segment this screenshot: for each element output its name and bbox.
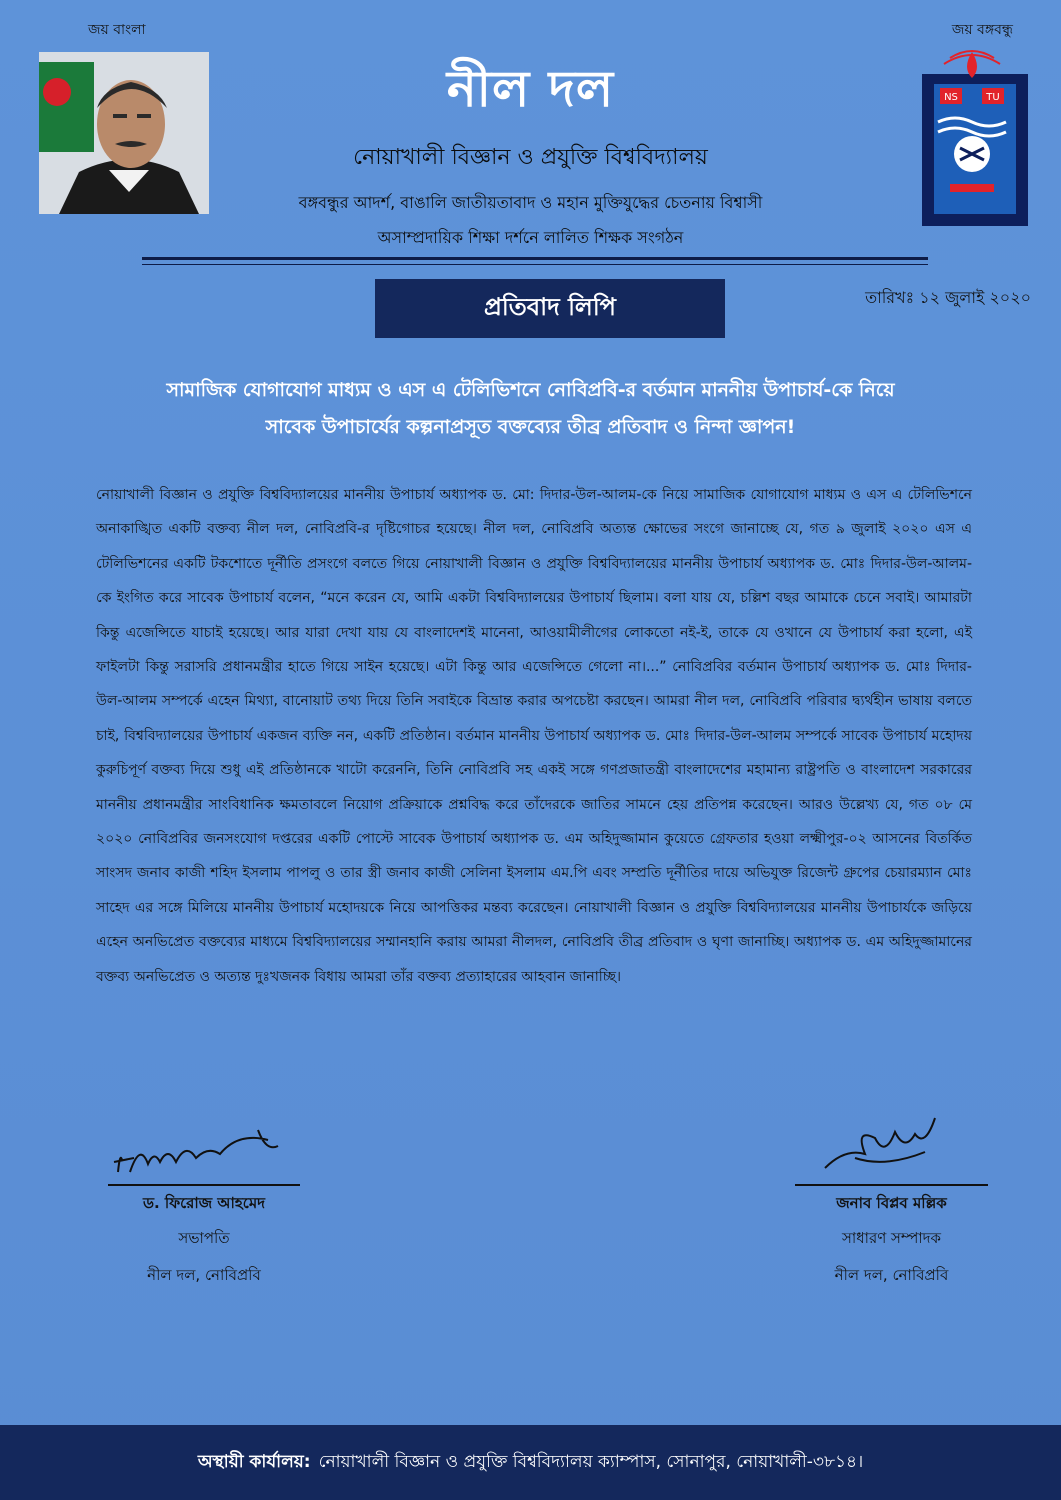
signatory-secretary	[795, 1108, 988, 1289]
statement-body: নোয়াখালী বিজ্ঞান ও প্রযুক্তি বিশ্ববিদ্যালয়ের মাননীয় উপাচার্য অধ্যাপক ড. মো: দিদার-উল-আলম-কে নিয়ে সামাজিক যোগাযোগ মাধ্যম ও এস এ টেলিভিশনে অনাকাঙ্খিত একটি বক্তব্য নীল দল, নোবিপ্রবি-র দৃষ্টিগোচর হয়েছে। নীল দল, নোবিপ্রবি অত্যন্ত ক্ষোভের সংগে জানাচ্ছে যে, গত ৯ জুলাই ২০২০ এস এ টেলিভিশনের একটি টকশোতে দূর্নীতি প্রসংগে বলতে গিয়ে নোয়াখালী বিজ্ঞান ও প্রযুক্তি বিশ্ববিদ্যালয়ের মাননীয় উপাচার্য অধ্যাপক ড. মোঃ দিদার-উল-আলম-কে ইংগিত করে সাবেক উপাচার্য বলেন, “মনে করেন যে, আমি একটা বিশ্ববিদ্যালয়ের উপাচার্য ছিলাম। বলা যায় যে, চল্লিশ বছর আমাকে চেনে সবাই। আমারটা কিন্তু এজেন্সিতে যাচাই হয়েছে। আর যারা দেখা যায় যে বাংলাদেশই মানেনা, আওয়ামীলীগের লোকতো নই-ই, তাকে যে ওখানে যে উপাচার্য করা হলো, এই ফাইলটা কিন্তু সরাসরি প্রধানমন্ত্রীর হাতে গিয়ে সাইন হয়েছে। এটা কিন্তু আর এজেন্সিতে গেলো না।...” নোবিপ্রবির বর্তমান উপাচার্য অধ্যাপক ড. মোঃ দিদার-উল-আলম সম্পর্কে এহেন মিথ্যা, বানোয়াট তথ্য দিয়ে তিনি সবাইকে বিভ্রান্ত করার অপচেষ্টা করছেন। আমরা নীল দল, নোবিপ্রবি পরিবার দ্ব্যর্থহীন ভাষায় বলতে চাই, বিশ্ববিদ্যালয়ের উপাচার্য একজন ব্যক্তি নন, একটি প্রতিষ্ঠান। বর্তমান মাননীয় উপাচার্য অধ্যাপক ড. মোঃ দিদার-উল-আলম সম্পর্কে সাবেক উপাচার্য মহোদয় কুরুচিপূর্ণ বক্তব্য দিয়ে শুধু এই প্রতিষ্ঠানকে খাটো করেননি, তিনি নোবিপ্রবি সহ একই সঙ্গে গণপ্রজাতন্ত্রী বাংলাদেশের মহামান্য রাষ্ট্রপতি ও বাংলাদেশ সরকারের মাননীয় প্রধানমন্ত্রীর সাংবিধানিক ক্ষমতাবলে নিয়োগ প্রক্রিয়াকে প্রশ্নবিদ্ধ করে তাঁদেরকে জাতির সামনে হেয় প্রতিপন্ন করেছেন। আরও উল্লেখ্য যে, গত ০৮ মে ২০২০ নোবিপ্রবির জনসংযোগ দপ্তরের একটি পোস্টে সাবেক উপাচার্য অধ্যাপক ড. এম অহিদুজ্জামান কুয়েতে গ্রেফতার হওয়া লক্ষ্মীপুর-০২ আসনের বিতর্কিত সাংসদ জনাব কাজী শহিদ ইসলাম পাপলু ও তার স্ত্রী জনাব কাজী সেলিনা ইসলাম এম.পি এবং সম্প্রতি দূর্নীতির দায়ে অভিযুক্ত রিজেন্ট গ্রুপের চেয়ারম্যান মোঃ সাহেদ এর সঙ্গে মিলিয়ে মাননীয় উপাচার্য মহোদয়কে নিয়ে আপত্তিকর মন্তব্য করেছেন। নোয়াখালী বিজ্ঞান ও প্রযুক্তি বিশ্ববিদ্যালয়ের মাননীয় উপাচার্যকে জড়িয়ে এহেন অনভিপ্রেত বক্তব্যের মাধ্যমে বিশ্ববিদ্যালয়ের সম্মানহানি করায় আমরা নীলদল, নোবিপ্রবি তীব্র প্রতিবাদ ও ঘৃণা জানাচ্ছি। অধ্যাপক ড. এম অহিদুজ্জামানের বক্তব্য অনভিপ্রেত ও অত্যন্ত দুঃখজনক বিধায় আমরা তাঁর বক্তব্য প্রত্যাহারের আহবান জানাচ্ছি।	[96, 487, 972, 985]
headline-line-1: সামাজিক যোগাযোগ মাধ্যম ও এস এ টেলিভিশনে নোবিপ্রবি-র বর্তমান মাননীয় উপাচার্য-কে নিয়ে	[166, 379, 895, 401]
footer-address: নোয়াখালী বিজ্ঞান ও প্রযুক্তি বিশ্ববিদ্যালয় ক্যাম্পাস, সোনাপুর, নোয়াখালী-৩৮১৪।	[318, 1451, 864, 1472]
signature-image-president	[108, 1122, 300, 1180]
organization-title: নীল দল	[446, 60, 615, 118]
logo-ns-text: NS	[944, 92, 958, 103]
slogan-right: জয় বঙ্গবন্ধু	[951, 22, 1013, 38]
signatory-role: সভাপতি	[178, 1229, 230, 1247]
notice-date: তারিখঃ ১২ জুলাই ২০২০	[865, 288, 1031, 307]
signatory-role: সাধারণ সম্পাদক	[841, 1229, 942, 1247]
divider-thin	[142, 264, 928, 265]
signatory-president	[108, 1122, 300, 1289]
signatory-name: ড. ফিরোজ আহমেদ	[142, 1194, 266, 1212]
signature-image-secretary	[795, 1108, 988, 1180]
footer-label: অস্থায়ী কার্যালয়:	[197, 1451, 311, 1472]
logo-tu-text: TU	[986, 92, 1000, 103]
tagline-2: অসাম্প্রদায়িক শিক্ষা দর্শনে লালিত শিক্ষক সংগঠন	[377, 228, 684, 247]
signatory-name: জনাব বিপ্লব মল্লিক	[836, 1194, 947, 1212]
footer-address-bar	[0, 1425, 1061, 1500]
university-name: নোয়াখালী বিজ্ঞান ও প্রযুক্তি বিশ্ববিদ্যালয়	[353, 145, 708, 170]
divider-thick	[142, 257, 928, 260]
headline	[60, 372, 1001, 446]
signature-line	[795, 1184, 988, 1186]
signature-line	[108, 1184, 300, 1186]
signatory-org: নীল দল, নোবিপ্রবি	[834, 1266, 949, 1284]
notice-label: প্রতিবাদ লিপি	[375, 279, 725, 338]
headline-line-2: সাবেক উপাচার্যের কল্পনাপ্রসূত বক্তব্যের তীব্র প্রতিবাদ ও নিন্দা জ্ঞাপন!	[265, 416, 796, 438]
slogan-left: জয় বাংলা	[88, 22, 146, 38]
tagline-1: বঙ্গবন্ধুর আদর্শ, বাঙালি জাতীয়তাবাদ ও মহান মুক্তিযুদ্ধের চেতনায় বিশ্বাসী	[298, 193, 763, 212]
signatory-org: নীল দল, নোবিপ্রবি	[147, 1266, 261, 1284]
